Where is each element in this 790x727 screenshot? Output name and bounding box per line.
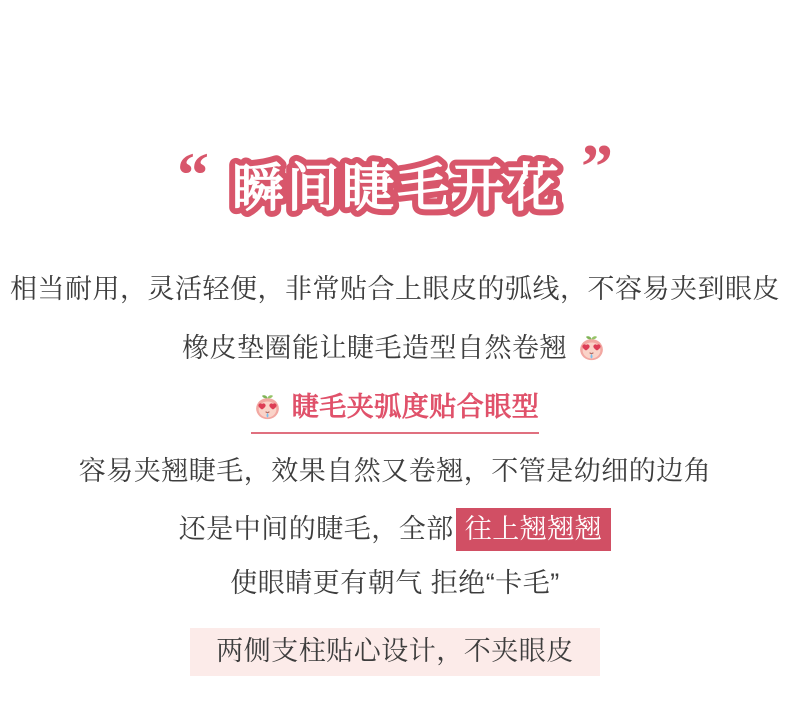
paragraph-easy-curl-text: 容易夹翘睫毛，效果自然又卷翘，不管是幼细的边角	[78, 456, 712, 486]
paragraph-middle-lashes-text: 还是中间的睫毛，全部	[178, 514, 454, 544]
paragraph-bright-eyes	[0, 570, 790, 597]
title-block	[0, 140, 790, 226]
title-graphic	[175, 140, 615, 226]
light-pink-highlight-band: 两侧支柱贴心设计，不夹眼皮	[190, 628, 600, 676]
paragraph-durability	[0, 276, 790, 303]
title-open-quote: “	[177, 140, 209, 210]
paragraph-rubber-pad	[0, 334, 790, 362]
paragraph-easy-curl	[0, 458, 790, 485]
subheading-underline-group	[251, 393, 540, 434]
paragraph-middle-lashes	[0, 516, 790, 543]
highlight-curl-up-badge: 往上翘翘翘	[456, 508, 612, 551]
page-title: 瞬间睫毛开花	[231, 160, 563, 218]
drooling-heart-eyes-emoji-icon	[578, 334, 605, 361]
subheading-text: 睫毛夹弧度贴合眼型	[291, 392, 540, 422]
paragraph-bright-eyes-text: 使眼睛更有朝气 拒绝“卡毛”	[230, 568, 560, 598]
paragraph-side-pillar	[0, 628, 790, 676]
subheading-curve-fit	[0, 393, 790, 434]
paragraph-rubber-pad-text: 橡皮垫圈能让睫毛造型自然卷翘	[181, 333, 567, 363]
paragraph-durability-text: 相当耐用，灵活轻便，非常贴合上眼皮的弧线，不容易夹到眼皮	[10, 274, 780, 304]
drooling-heart-eyes-emoji-icon	[254, 393, 281, 420]
title-close-quote: ”	[581, 140, 613, 202]
